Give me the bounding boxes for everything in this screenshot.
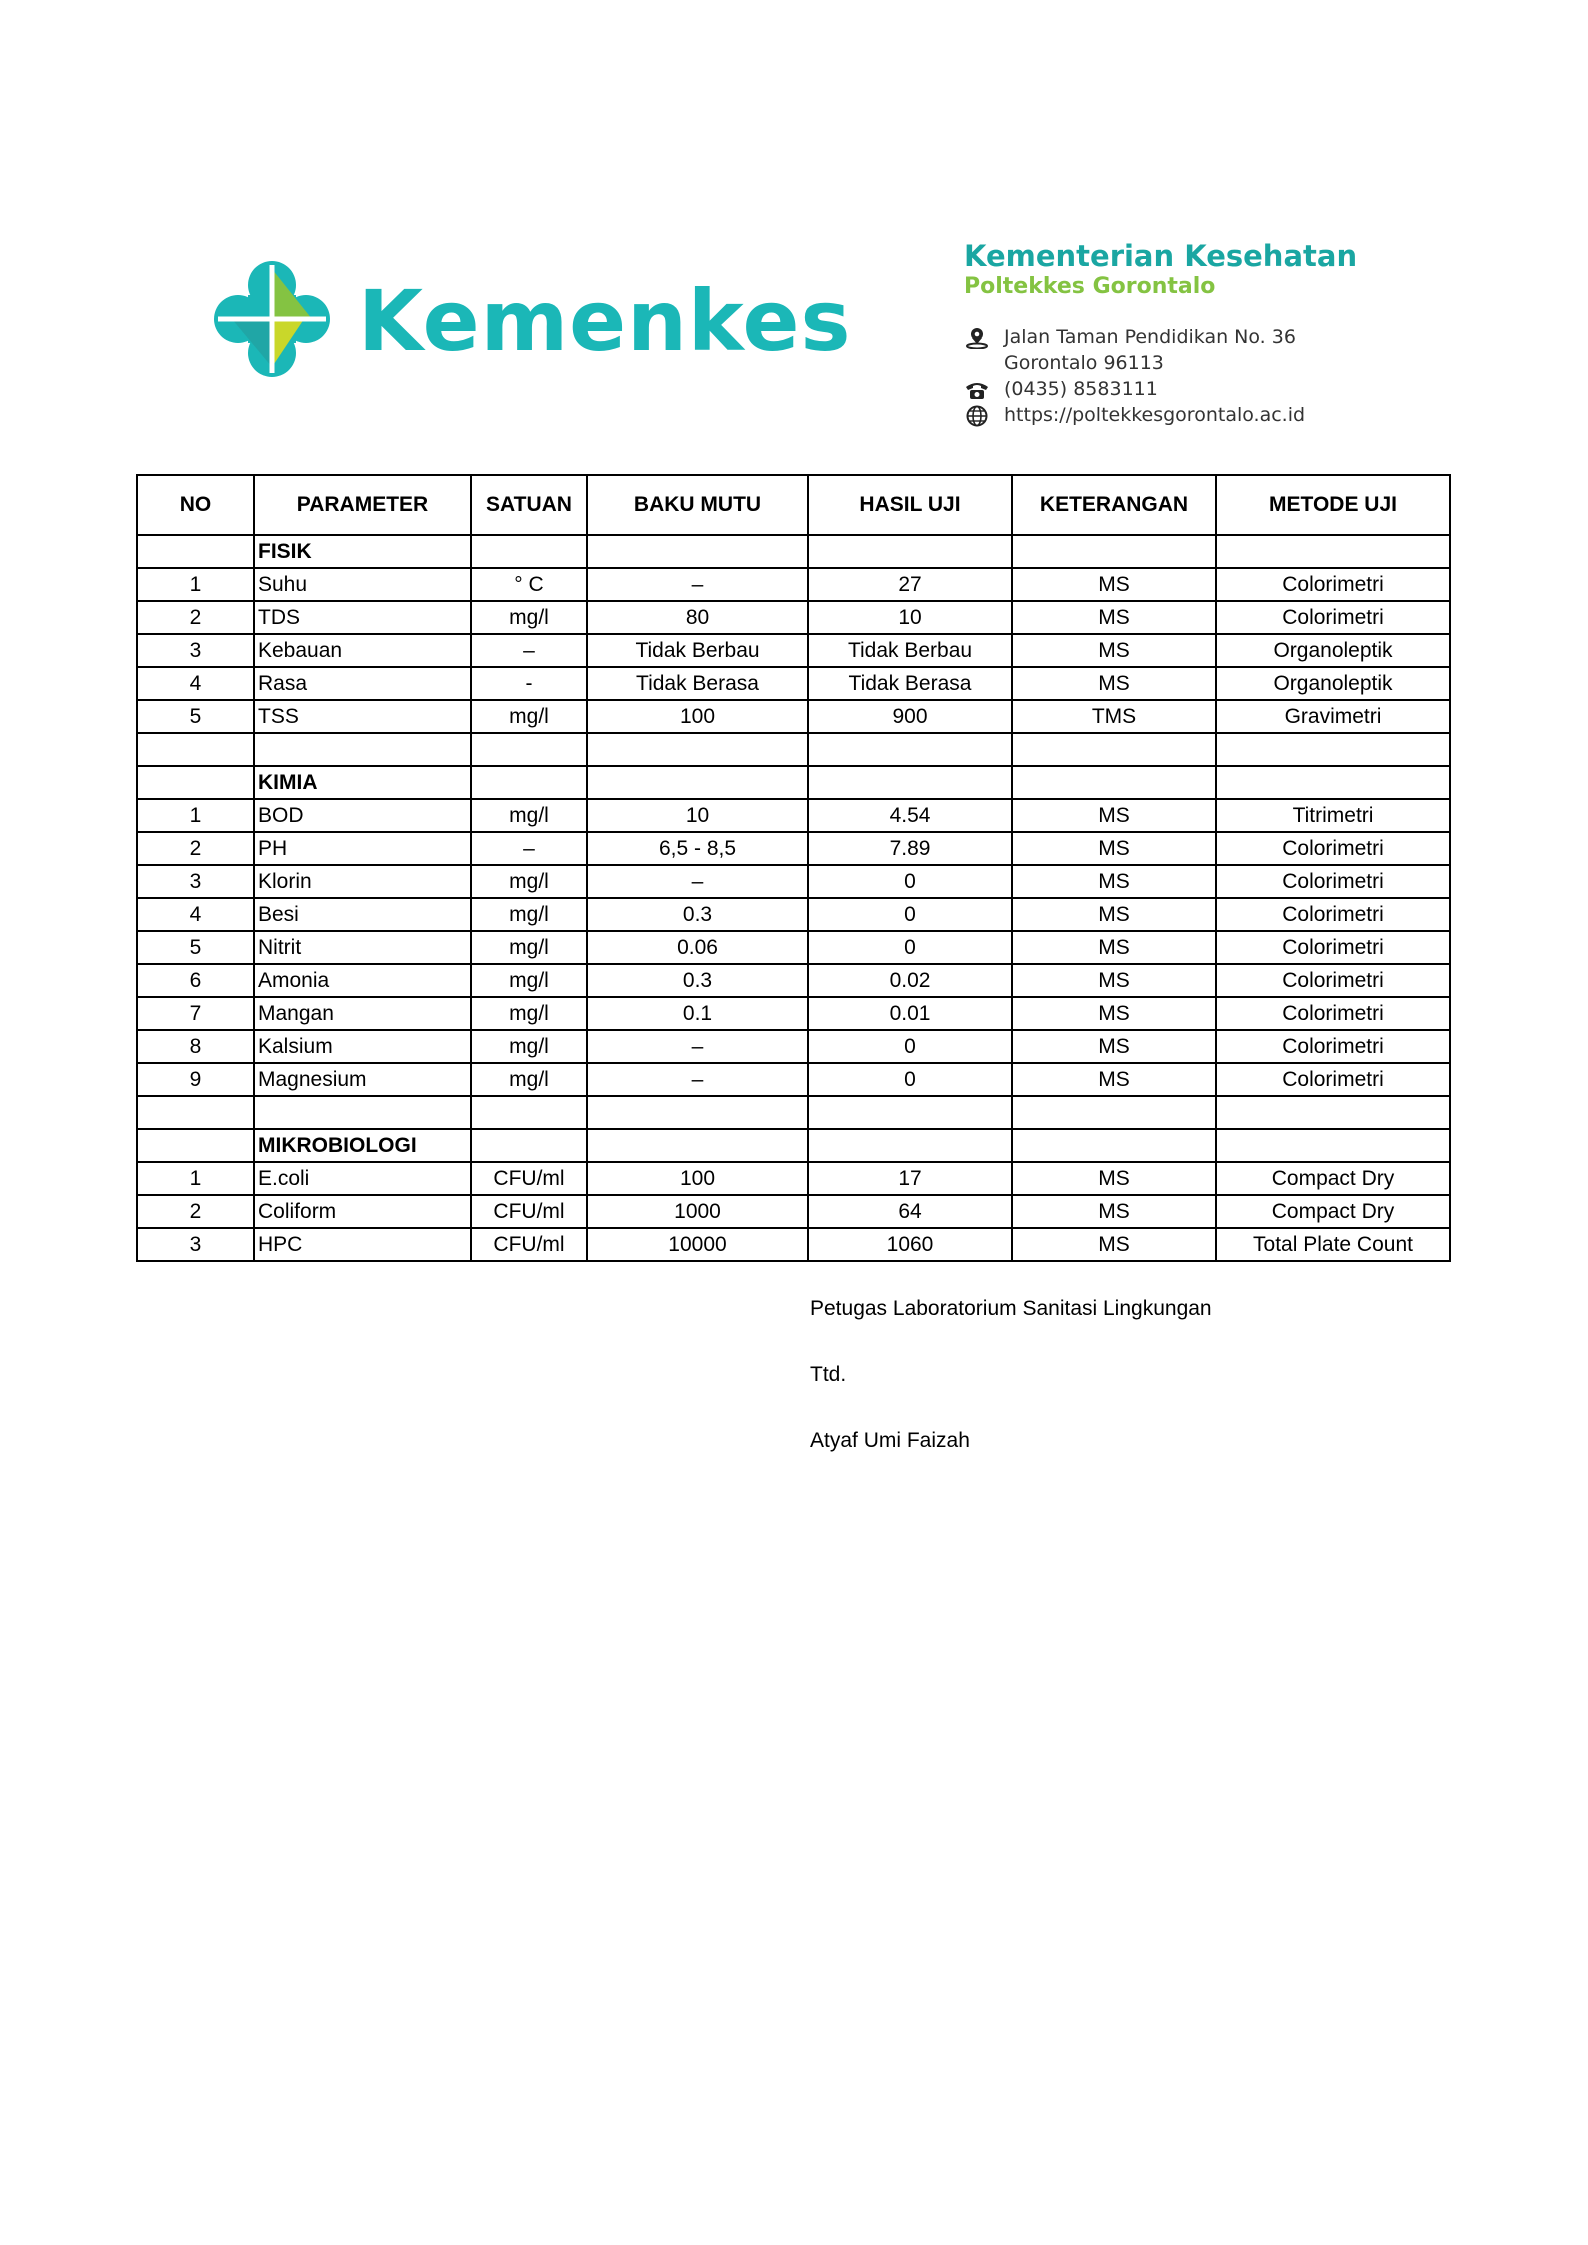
table-row: [137, 931, 1450, 964]
phone-row: [964, 376, 1424, 402]
cell-satuan: mg/l: [471, 1030, 587, 1063]
kemenkes-logo-mark-icon: [208, 255, 336, 383]
cell-no: 6: [137, 964, 254, 997]
cell-baku-mutu: –: [587, 1030, 808, 1063]
cell-parameter: Kalsium: [254, 1030, 471, 1063]
empty-cell: [137, 766, 254, 799]
empty-cell: [1216, 535, 1450, 568]
location-pin-icon: [964, 327, 990, 349]
cell-no: 1: [137, 568, 254, 601]
cell-parameter: Magnesium: [254, 1063, 471, 1096]
table-row: [137, 1030, 1450, 1063]
table-row: [137, 634, 1450, 667]
contact-block: [964, 324, 1424, 428]
cell-satuan: -: [471, 667, 587, 700]
column-header-keterangan: KETERANGAN: [1012, 475, 1216, 535]
empty-cell: [137, 535, 254, 568]
column-header-satuan: SATUAN: [471, 475, 587, 535]
empty-cell: [254, 733, 471, 766]
cell-parameter: Nitrit: [254, 931, 471, 964]
address-line-2: Gorontalo 96113: [1004, 352, 1164, 374]
cell-baku-mutu: –: [587, 1063, 808, 1096]
empty-cell: [1012, 766, 1216, 799]
cell-satuan: CFU/ml: [471, 1162, 587, 1195]
cell-baku-mutu: 6,5 - 8,5: [587, 832, 808, 865]
empty-cell: [808, 766, 1012, 799]
table-row: [137, 568, 1450, 601]
empty-cell: [808, 1096, 1012, 1129]
cell-no: 2: [137, 601, 254, 634]
cell-satuan: mg/l: [471, 865, 587, 898]
cell-hasil-uji: Tidak Berasa: [808, 667, 1012, 700]
cell-metode-uji: Colorimetri: [1216, 865, 1450, 898]
address-row: [964, 324, 1424, 350]
empty-cell: [587, 1096, 808, 1129]
cell-hasil-uji: 0: [808, 898, 1012, 931]
cell-parameter: Kebauan: [254, 634, 471, 667]
cell-keterangan: MS: [1012, 1162, 1216, 1195]
cell-no: 3: [137, 1228, 254, 1261]
cell-metode-uji: Gravimetri: [1216, 700, 1450, 733]
section-row-kimia: [137, 766, 1450, 799]
cell-keterangan: MS: [1012, 568, 1216, 601]
institution-block: [964, 238, 1424, 302]
cell-keterangan: MS: [1012, 964, 1216, 997]
cell-metode-uji: Colorimetri: [1216, 601, 1450, 634]
logo-wordmark: Kemenkes: [358, 272, 852, 370]
lab-results-table: [136, 474, 1451, 1262]
cell-metode-uji: Colorimetri: [1216, 568, 1450, 601]
cell-keterangan: MS: [1012, 1063, 1216, 1096]
cell-satuan: mg/l: [471, 601, 587, 634]
table-row: [137, 1162, 1450, 1195]
cell-keterangan: MS: [1012, 667, 1216, 700]
cell-hasil-uji: 0: [808, 865, 1012, 898]
empty-cell: [471, 1129, 587, 1162]
cell-hasil-uji: 17: [808, 1162, 1012, 1195]
cell-baku-mutu: 10: [587, 799, 808, 832]
cell-keterangan: MS: [1012, 1195, 1216, 1228]
signature-role: Petugas Laboratorium Sanitasi Lingkungan: [810, 1297, 1212, 1320]
empty-cell: [1012, 1129, 1216, 1162]
empty-cell: [587, 1129, 808, 1162]
empty-cell: [808, 1129, 1012, 1162]
address-row-2: [964, 350, 1424, 376]
cell-metode-uji: Titrimetri: [1216, 799, 1450, 832]
cell-no: 2: [137, 1195, 254, 1228]
cell-keterangan: MS: [1012, 799, 1216, 832]
cell-hasil-uji: 900: [808, 700, 1012, 733]
cell-satuan: mg/l: [471, 898, 587, 931]
cell-hasil-uji: 1060: [808, 1228, 1012, 1261]
cell-metode-uji: Colorimetri: [1216, 1030, 1450, 1063]
empty-cell: [808, 733, 1012, 766]
empty-cell: [1216, 733, 1450, 766]
cell-baku-mutu: 1000: [587, 1195, 808, 1228]
cell-no: 3: [137, 634, 254, 667]
cell-parameter: E.coli: [254, 1162, 471, 1195]
section-label: KIMIA: [254, 766, 471, 799]
cell-metode-uji: Colorimetri: [1216, 832, 1450, 865]
cell-satuan: mg/l: [471, 931, 587, 964]
empty-cell: [471, 766, 587, 799]
cell-parameter: Suhu: [254, 568, 471, 601]
cell-no: 5: [137, 700, 254, 733]
cell-keterangan: MS: [1012, 1228, 1216, 1261]
empty-cell: [587, 733, 808, 766]
cell-satuan: CFU/ml: [471, 1228, 587, 1261]
table-row: [137, 1228, 1450, 1261]
telephone-icon: [964, 379, 990, 401]
empty-cell: [137, 1129, 254, 1162]
table-row: [137, 1195, 1450, 1228]
empty-cell: [471, 535, 587, 568]
kemenkes-logo: [208, 255, 852, 385]
cell-satuan: mg/l: [471, 964, 587, 997]
cell-satuan: –: [471, 832, 587, 865]
empty-cell: [1216, 1096, 1450, 1129]
signature-mark: Ttd.: [810, 1363, 847, 1386]
website-url: https://poltekkesgorontalo.ac.id: [1004, 404, 1306, 426]
section-row-mikrobiologi: [137, 1129, 1450, 1162]
cell-satuan: mg/l: [471, 1063, 587, 1096]
cell-keterangan: MS: [1012, 601, 1216, 634]
cell-keterangan: MS: [1012, 898, 1216, 931]
cell-baku-mutu: 100: [587, 700, 808, 733]
cell-baku-mutu: Tidak Berasa: [587, 667, 808, 700]
empty-cell: [137, 733, 254, 766]
cell-keterangan: TMS: [1012, 700, 1216, 733]
cell-no: 2: [137, 832, 254, 865]
cell-no: 1: [137, 1162, 254, 1195]
cell-parameter: PH: [254, 832, 471, 865]
cell-metode-uji: Colorimetri: [1216, 898, 1450, 931]
cell-parameter: HPC: [254, 1228, 471, 1261]
column-header-hasil-uji: HASIL UJI: [808, 475, 1012, 535]
table-row: [137, 601, 1450, 634]
cell-hasil-uji: 27: [808, 568, 1012, 601]
cell-keterangan: MS: [1012, 832, 1216, 865]
empty-cell: [587, 766, 808, 799]
cell-metode-uji: Organoleptik: [1216, 667, 1450, 700]
cell-keterangan: MS: [1012, 931, 1216, 964]
column-header-no: NO: [137, 475, 254, 535]
cell-baku-mutu: 0.3: [587, 964, 808, 997]
cell-baku-mutu: 0.3: [587, 898, 808, 931]
empty-cell: [1012, 535, 1216, 568]
cell-satuan: ° C: [471, 568, 587, 601]
cell-hasil-uji: 0: [808, 931, 1012, 964]
empty-cell: [808, 535, 1012, 568]
empty-cell: [254, 1096, 471, 1129]
empty-cell: [137, 1096, 254, 1129]
cell-hasil-uji: 0: [808, 1063, 1012, 1096]
column-header-baku-mutu: BAKU MUTU: [587, 475, 808, 535]
cell-parameter: Amonia: [254, 964, 471, 997]
cell-satuan: mg/l: [471, 997, 587, 1030]
cell-hasil-uji: 4.54: [808, 799, 1012, 832]
cell-no: 3: [137, 865, 254, 898]
cell-baku-mutu: 80: [587, 601, 808, 634]
cell-no: 5: [137, 931, 254, 964]
table-row: [137, 997, 1450, 1030]
table-row: [137, 832, 1450, 865]
cell-metode-uji: Colorimetri: [1216, 1063, 1450, 1096]
cell-satuan: CFU/ml: [471, 1195, 587, 1228]
cell-hasil-uji: 0.01: [808, 997, 1012, 1030]
table-row: [137, 799, 1450, 832]
cell-metode-uji: Colorimetri: [1216, 964, 1450, 997]
cell-hasil-uji: 7.89: [808, 832, 1012, 865]
cell-parameter: Klorin: [254, 865, 471, 898]
column-header-metode-uji: METODE UJI: [1216, 475, 1450, 535]
cell-no: 1: [137, 799, 254, 832]
cell-satuan: –: [471, 634, 587, 667]
empty-cell: [1012, 1096, 1216, 1129]
cell-metode-uji: Colorimetri: [1216, 931, 1450, 964]
cell-baku-mutu: 0.06: [587, 931, 808, 964]
cell-keterangan: MS: [1012, 997, 1216, 1030]
cell-no: 4: [137, 667, 254, 700]
section-label: MIKROBIOLOGI: [254, 1129, 471, 1162]
cell-hasil-uji: 0: [808, 1030, 1012, 1063]
website-row: [964, 402, 1424, 428]
cell-baku-mutu: –: [587, 568, 808, 601]
cell-keterangan: MS: [1012, 634, 1216, 667]
cell-keterangan: MS: [1012, 865, 1216, 898]
spacer-row: [137, 733, 1450, 766]
table-row: [137, 700, 1450, 733]
sub-institution-name: Poltekkes Gorontalo: [964, 274, 1216, 299]
phone-number: (0435) 8583111: [1004, 378, 1158, 400]
cell-baku-mutu: Tidak Berbau: [587, 634, 808, 667]
cell-parameter: Besi: [254, 898, 471, 931]
cell-metode-uji: Compact Dry: [1216, 1162, 1450, 1195]
cell-no: 4: [137, 898, 254, 931]
cell-parameter: TSS: [254, 700, 471, 733]
spacer-row: [137, 1096, 1450, 1129]
address-line-1: Jalan Taman Pendidikan No. 36: [1004, 326, 1296, 348]
empty-cell: [471, 1096, 587, 1129]
cell-baku-mutu: 0.1: [587, 997, 808, 1030]
institution-name: Kementerian Kesehatan: [964, 239, 1358, 273]
cell-baku-mutu: 10000: [587, 1228, 808, 1261]
signature-name: Atyaf Umi Faizah: [810, 1429, 970, 1452]
cell-metode-uji: Organoleptik: [1216, 634, 1450, 667]
cell-metode-uji: Total Plate Count: [1216, 1228, 1450, 1261]
cell-parameter: TDS: [254, 601, 471, 634]
table-row: [137, 667, 1450, 700]
table-row: [137, 1063, 1450, 1096]
cell-no: 7: [137, 997, 254, 1030]
globe-icon: [964, 405, 990, 427]
cell-baku-mutu: 100: [587, 1162, 808, 1195]
cell-hasil-uji: 0.02: [808, 964, 1012, 997]
cell-parameter: Mangan: [254, 997, 471, 1030]
column-header-parameter: PARAMETER: [254, 475, 471, 535]
empty-cell: [1012, 733, 1216, 766]
cell-satuan: mg/l: [471, 700, 587, 733]
empty-cell: [587, 535, 808, 568]
section-row-fisik: [137, 535, 1450, 568]
cell-no: 8: [137, 1030, 254, 1063]
cell-parameter: Coliform: [254, 1195, 471, 1228]
empty-cell: [471, 733, 587, 766]
cell-hasil-uji: 64: [808, 1195, 1012, 1228]
table-row: [137, 964, 1450, 997]
cell-metode-uji: Colorimetri: [1216, 997, 1450, 1030]
cell-hasil-uji: 10: [808, 601, 1012, 634]
cell-satuan: mg/l: [471, 799, 587, 832]
table-row: [137, 865, 1450, 898]
cell-metode-uji: Compact Dry: [1216, 1195, 1450, 1228]
cell-parameter: Rasa: [254, 667, 471, 700]
table-header-row: [137, 475, 1450, 535]
empty-cell: [1216, 1129, 1450, 1162]
section-label: FISIK: [254, 535, 471, 568]
cell-no: 9: [137, 1063, 254, 1096]
cell-hasil-uji: Tidak Berbau: [808, 634, 1012, 667]
empty-cell: [1216, 766, 1450, 799]
table-row: [137, 898, 1450, 931]
cell-keterangan: MS: [1012, 1030, 1216, 1063]
cell-parameter: BOD: [254, 799, 471, 832]
cell-baku-mutu: –: [587, 865, 808, 898]
